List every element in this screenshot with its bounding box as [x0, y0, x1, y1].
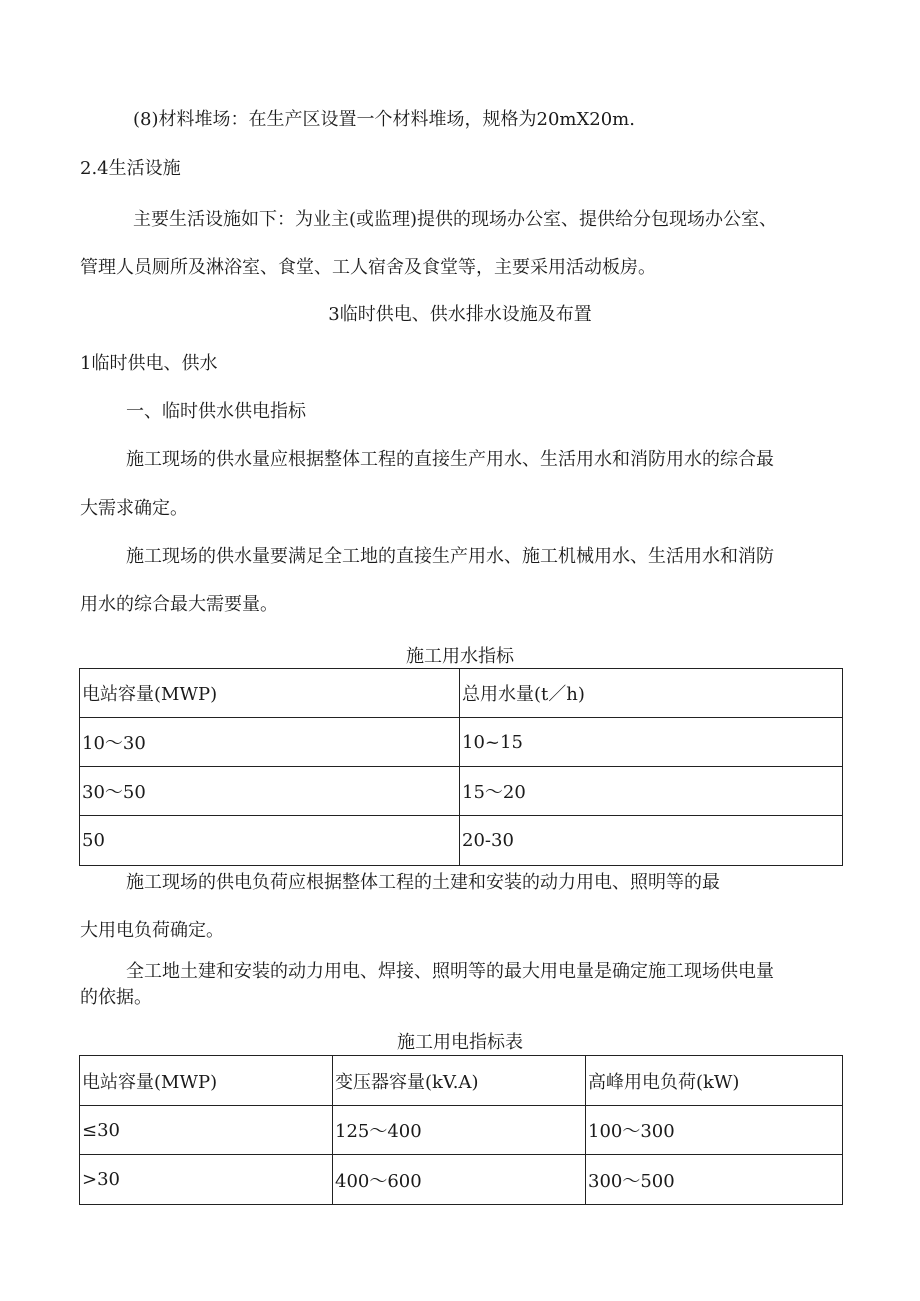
table-cell: 400～600: [333, 1155, 586, 1205]
table-cell: ≤30: [80, 1106, 333, 1155]
table-cell: 15～20: [460, 767, 843, 816]
table-cell: 30～50: [80, 767, 460, 816]
table-cell: 50: [80, 816, 460, 866]
table-header-cell: 电站容量(MWP): [80, 1056, 333, 1106]
table-cell: 10~15: [460, 718, 843, 767]
water-paragraph-2-line-1: 施工现场的供水量要满足全工地的直接生产用水、施工机械用水、生活用水和消防: [126, 546, 774, 567]
table-header-cell: 总用水量(t／h): [460, 669, 843, 718]
section-heading-3: 3临时供电、供水排水设施及布置: [328, 304, 592, 325]
section-heading-2-4: 2.4生活设施: [80, 158, 181, 179]
water-table: [79, 668, 843, 866]
table-row: [80, 1155, 843, 1205]
table-row: [80, 767, 843, 816]
table-cell: 10～30: [80, 718, 460, 767]
table-header-cell: 变压器容量(kV.A): [333, 1056, 586, 1106]
table-cell: 300～500: [586, 1155, 843, 1205]
water-paragraph-1-line-2: 大需求确定。: [80, 498, 188, 519]
power-paragraph-1-line-1: 施工现场的供电负荷应根据整体工程的土建和安装的动力用电、照明等的最: [126, 872, 720, 893]
table-row: [80, 718, 843, 767]
power-paragraph-2-line-2: 的依据。: [80, 987, 152, 1008]
living-facilities-line-2: 管理人员厕所及淋浴室、食堂、工人宿舍及食堂等，主要采用活动板房。: [80, 257, 656, 278]
power-table-caption: 施工用电指标表: [397, 1032, 523, 1053]
power-paragraph-2-line-1: 全工地土建和安装的动力用电、焊接、照明等的最大用电量是确定施工现场供电量: [126, 961, 774, 982]
water-paragraph-1-line-1: 施工现场的供水量应根据整体工程的直接生产用水、生活用水和消防用水的综合最: [126, 449, 774, 470]
table-row: [80, 816, 843, 866]
section-heading-1: 1临时供电、供水: [80, 353, 218, 374]
table-cell: 20-30: [460, 816, 843, 866]
table-header-cell: 高峰用电负荷(kW): [586, 1056, 843, 1106]
subsection-heading: 一、临时供水供电指标: [126, 401, 306, 422]
water-table-caption: 施工用水指标: [406, 646, 514, 667]
water-paragraph-2-line-2: 用水的综合最大需要量。: [80, 594, 278, 615]
table-cell: >30: [80, 1155, 333, 1205]
table-header-row: [80, 1056, 843, 1106]
table-header-row: [80, 669, 843, 718]
power-table: [79, 1055, 843, 1205]
table-header-cell: 电站容量(MWP): [80, 669, 460, 718]
power-paragraph-1-line-2: 大用电负荷确定。: [80, 920, 224, 941]
material-yard-paragraph: (8)材料堆场：在生产区设置一个材料堆场，规格为20mX20m.: [133, 109, 635, 130]
living-facilities-line-1: 主要生活设施如下：为业主(或监理)提供的现场办公室、提供给分包现场办公室、: [133, 209, 778, 230]
table-row: [80, 1106, 843, 1155]
table-cell: 100～300: [586, 1106, 843, 1155]
table-cell: 125～400: [333, 1106, 586, 1155]
